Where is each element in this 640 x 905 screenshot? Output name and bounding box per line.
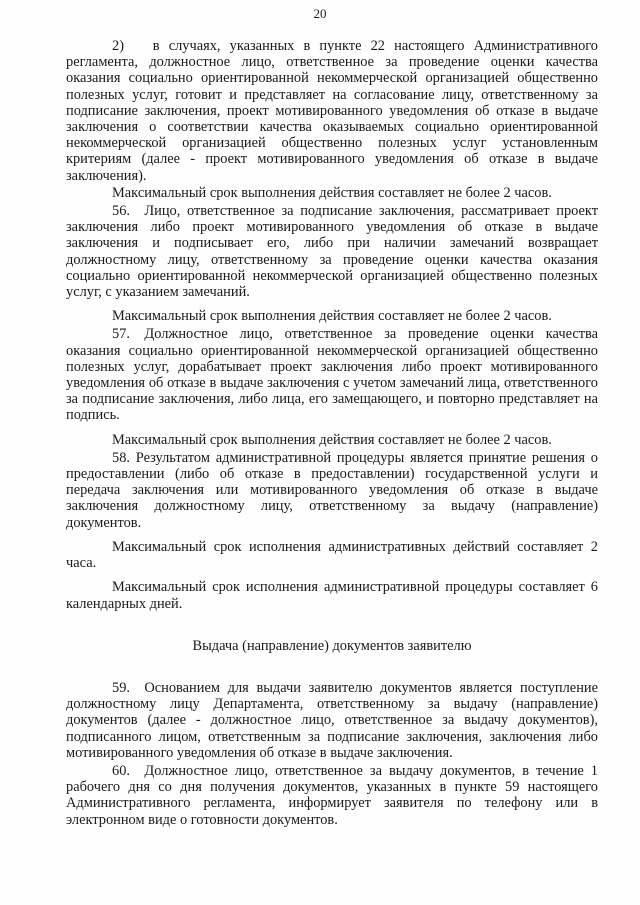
paragraph-60: 60. Должностное лицо, ответственное за выдачу документов, в течение 1 рабочего дня со дня получения документов, указанных в пункте 59 настоящего Административного регламента, информирует заявителя по телефону или в электронном виде о готовности документов. — [66, 762, 598, 828]
paragraph-56: 56. Лицо, ответственное за подписание заключения, рассматривает проект заключения либо проект мотивированного уведомления об отказе в выдаче заключения и подписывает его, либо при наличии замечаний возвращает должностному лицу, ответственному за проведение оценки качества оказания социально ориентированной некоммерческой организацией общественно полезных услуг, с указанием замечаний. — [66, 203, 598, 301]
paragraph-subitem-2: 2) в случаях, указанных в пункте 22 настоящего Административного регламента, должностное лицо, ответственное за проведение оценки качества оказания социально ориентированной некоммерческой организацией общественно полезных услуг, готовит и представляет на согласование лицу, ответственному за подписание заключения, проект мотивированного уведомления об отказе в выдаче заключения о соответствии качества оказываемых социально ориентированной некоммерческой организацией общественно полезных услуг установленным критериям (далее - проект мотивированного уведомления об отказе в выдаче заключения). — [66, 38, 598, 184]
paragraph-58: 58. Результатом административной процедуры является принятие решения о предоставлении (либо об отказе в предоставлении) государственной услуги и передача заключения или мотивированного уведомления об отказе в выдаче заключения должностному лицу, ответственному за выдачу (направление) документов. — [66, 449, 598, 531]
paragraph-time-limit: Максимальный срок выполнения действия составляет не более 2 часов. — [112, 184, 552, 201]
paragraph-time-limit: Максимальный срок исполнения административных действий составляет 2 часа. — [66, 538, 598, 572]
paragraph-59: 59. Основанием для выдачи заявителю документов является поступление должностному лицу Департамента, ответственному за выдачу (направление) документов (далее - должностное лицо, ответственное за выдачу документов), подписанного лицом, ответственным за подписание заключения, заключения либо мотивированного уведомления об отказе в выдаче заключения. — [66, 679, 598, 761]
page-number: 20 — [313, 6, 327, 21]
paragraph-57: 57. Должностное лицо, ответственное за проведение оценки качества оказания социально ориентированной некоммерческой организацией общественно полезных услуг, дорабатывает проект заключения либо проект мотивированного уведомления об отказе в выдаче заключения с учетом замечаний лица, ответственного за подписание заключения, либо лица, его замещающего, и повторно представляет на подпись. — [66, 326, 598, 424]
paragraph-time-limit: Максимальный срок исполнения административной процедуры составляет 6 календарных дней. — [66, 579, 598, 612]
paragraph-time-limit: Максимальный срок выполнения действия составляет не более 2 часов. — [112, 431, 552, 448]
paragraph-time-limit: Максимальный срок выполнения действия составляет не более 2 часов. — [112, 308, 552, 325]
section-heading: Выдача (направление) документов заявителю — [192, 637, 472, 654]
document-body — [66, 38, 598, 828]
